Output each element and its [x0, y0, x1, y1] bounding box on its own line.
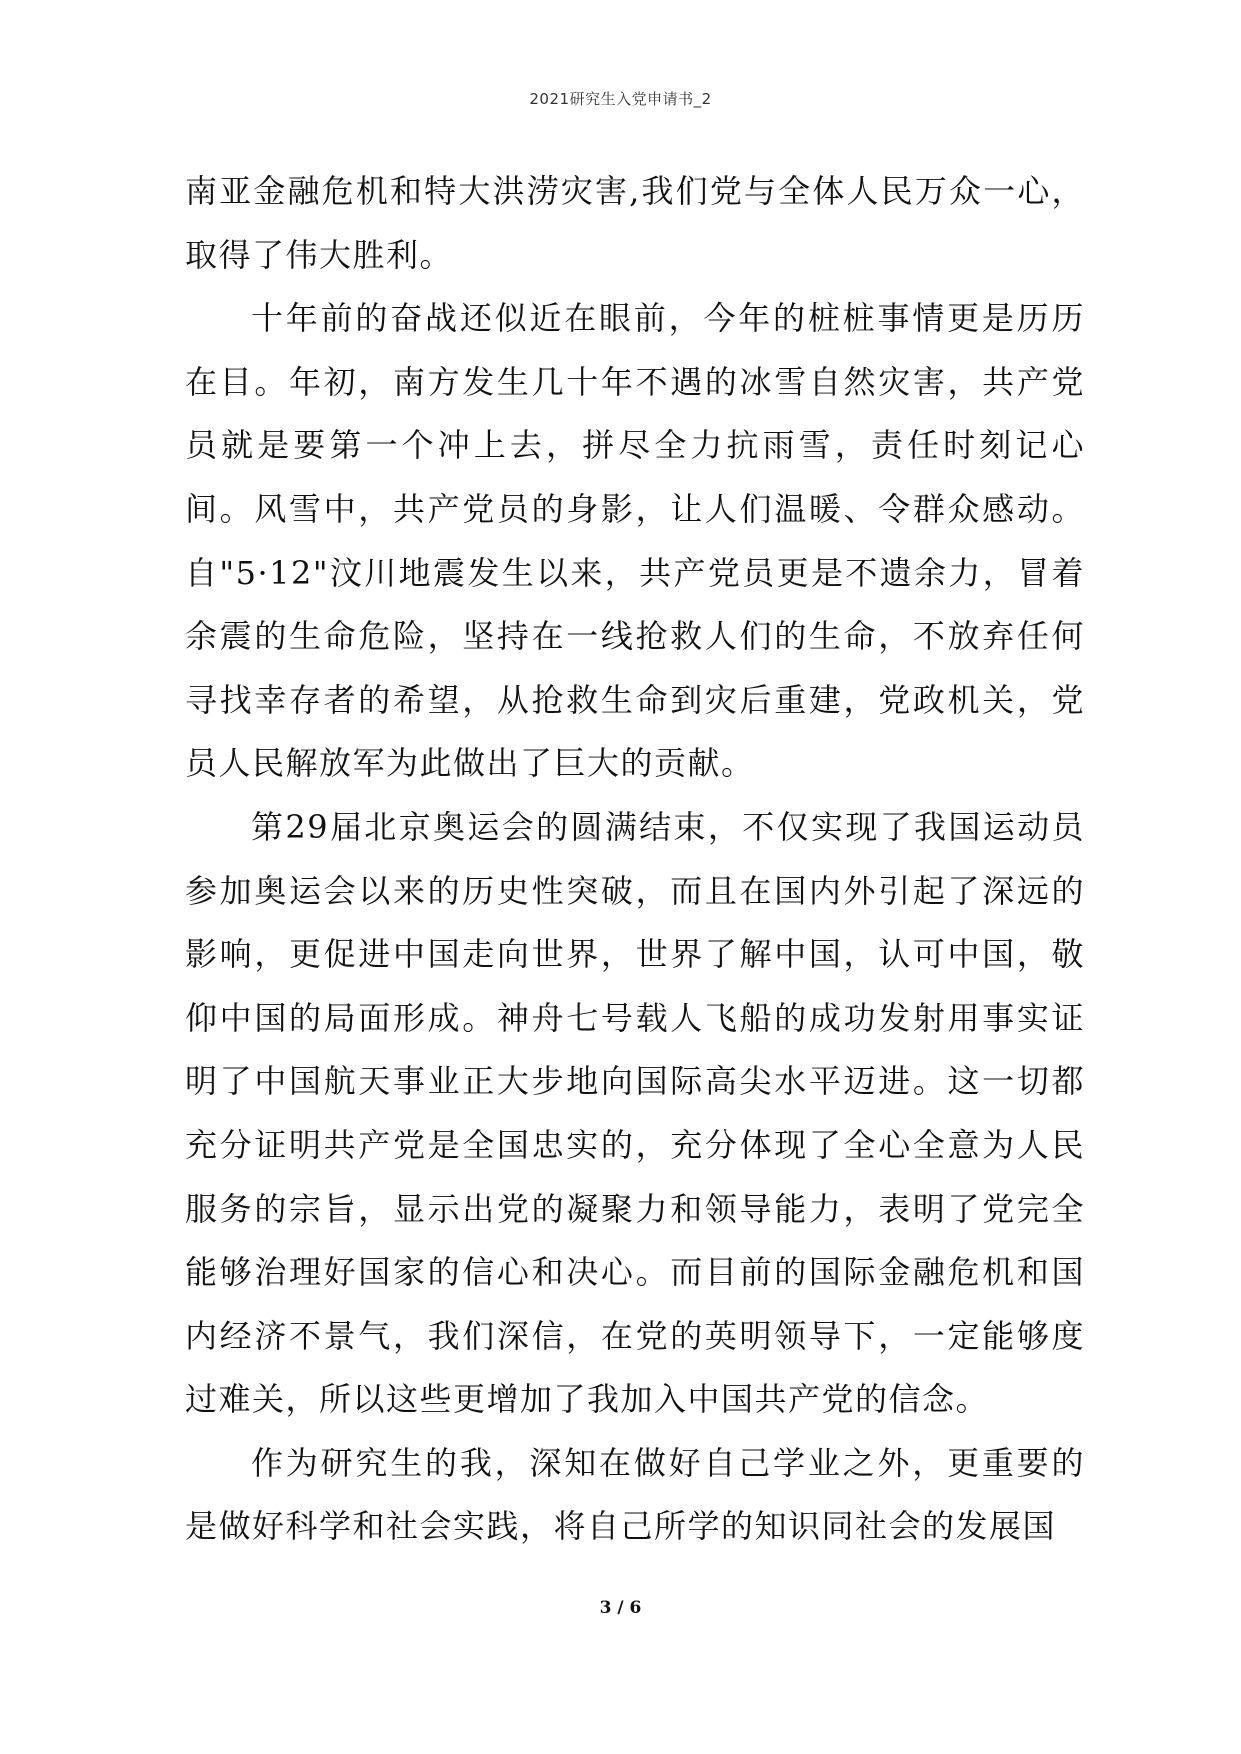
page-header: 2021研究生入党申请书_2 [529, 90, 712, 108]
paragraph-4: 作为研究生的我，深知在做好自己学业之外，更重要的是做好科学和社会实践，将自己所学的知识同社会的发展国 [185, 1443, 1085, 1546]
paragraph-2: 十年前的奋战还似近在眼前，今年的桩桩事情更是历历在目。年初，南方发生几十年不遇的冰雪自然灾害，共产党员就是要第一个冲上去，拼尽全力抗雨雪，责任时刻记心间。风雪中，共产党员的身影，让人们温暖、令群众感动。自"5·12"汶川地震发生以来，共产党员更是不遗余力，冒着余震的生命危险，坚持在一线抢救人们的生命，不放弃任何寻找幸存者的希望，从抢救生命到灾后重建，党政机关，党员人民解放军为此做出了巨大的贡献。 [185, 299, 1085, 783]
paragraph-3: 第29届北京奥运会的圆满结束，不仅实现了我国运动员参加奥运会以来的历史性突破，而且在国内外引起了深远的影响，更促进中国走向世界，世界了解中国，认可中国，敬仰中国的局面形成。神舟七号载人飞船的成功发射用事实证明了中国航天事业正大步地向国际高尖水平迈进。这一切都充分证明共产党是全国忠实的，充分体现了全心全意为人民服务的宗旨，显示出党的凝聚力和领导能力，表明了党完全能够治理好国家的信心和决心。而目前的国际金融危机和国内经济不景气，我们深信，在党的英明领导下，一定能够度过难关，所以这些更增加了我加入中国共产党的信念。 [185, 807, 1085, 1419]
document-body [185, 160, 1085, 1559]
paragraph-1: 南亚金融危机和特大洪涝灾害,我们党与全体人民万众一心，取得了伟大胜利。 [185, 172, 1085, 274]
page-number: 3 / 6 [599, 1598, 642, 1618]
